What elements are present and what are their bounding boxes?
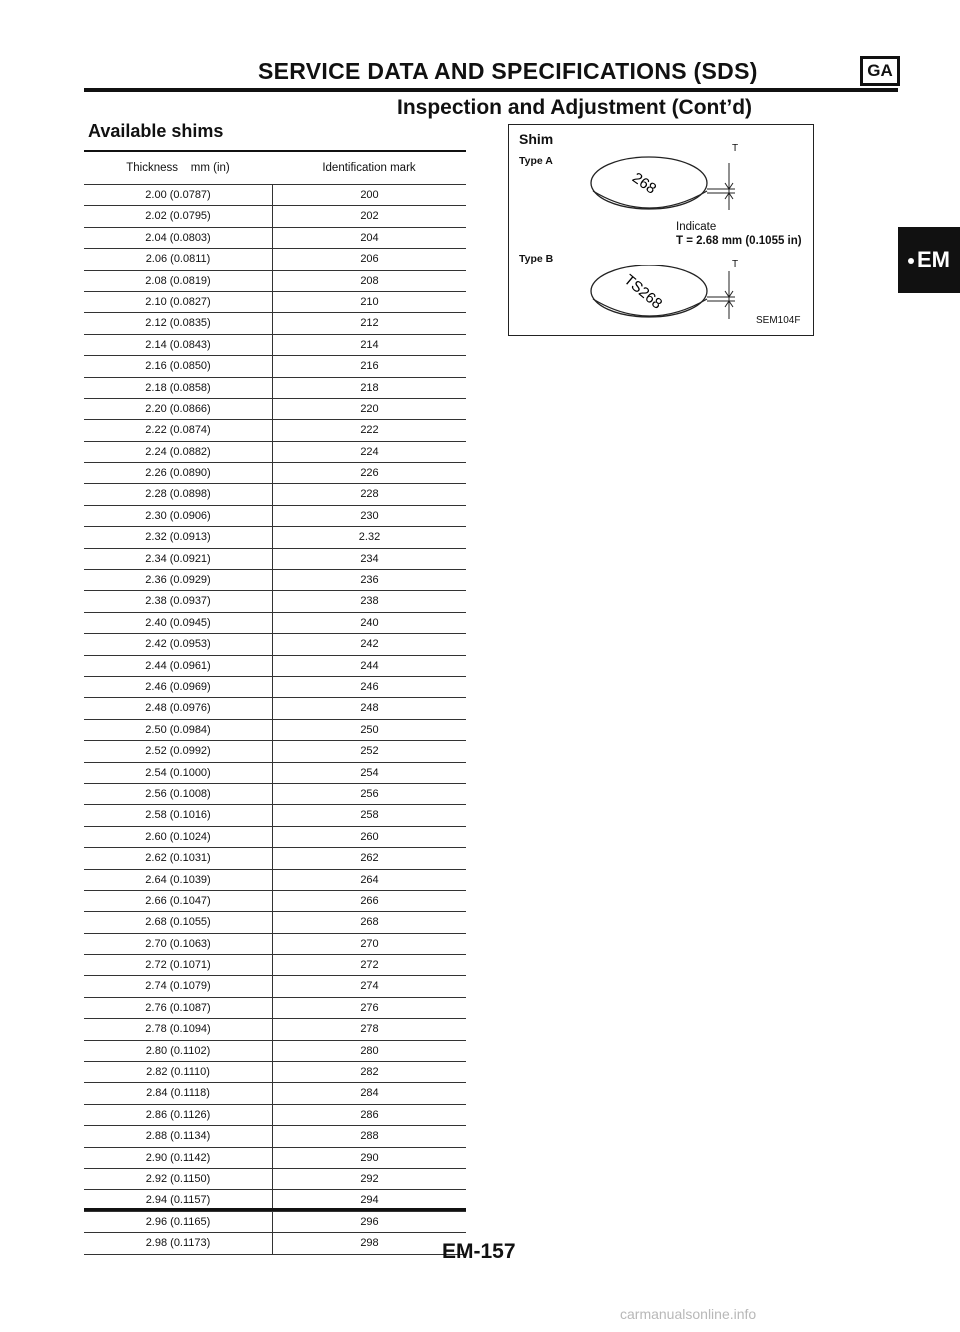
table-row bbox=[84, 399, 466, 420]
section-badge: GA bbox=[860, 56, 900, 86]
header-rule bbox=[84, 88, 898, 92]
page-number: EM-157 bbox=[442, 1240, 516, 1263]
cell-identification-mark: 230 bbox=[360, 509, 379, 522]
cell-thickness: 2.80 (0.1102) bbox=[84, 1041, 273, 1061]
cell-thickness: 2.00 (0.0787) bbox=[84, 185, 273, 205]
figure-code: SEM104F bbox=[756, 315, 801, 326]
cell-thickness: 2.14 (0.0843) bbox=[84, 335, 273, 355]
cell-thickness: 2.56 (0.1008) bbox=[84, 784, 273, 804]
table-row bbox=[84, 463, 466, 484]
cell-thickness: 2.28 (0.0898) bbox=[84, 484, 273, 504]
cell-identification-mark: 224 bbox=[360, 445, 379, 458]
indicate-label: Indicate bbox=[676, 221, 717, 233]
cell-thickness: 2.66 (0.1047) bbox=[84, 891, 273, 911]
cell-identification-mark: 278 bbox=[360, 1023, 379, 1036]
cell-thickness: 2.60 (0.1024) bbox=[84, 827, 273, 847]
table-row bbox=[84, 848, 466, 869]
cell-identification-mark: 212 bbox=[360, 317, 379, 330]
cell-identification-mark: 290 bbox=[360, 1151, 379, 1164]
cell-identification-mark: 222 bbox=[360, 424, 379, 437]
table-row bbox=[84, 1105, 466, 1126]
cell-thickness: 2.16 (0.0850) bbox=[84, 356, 273, 376]
thickness-t-label-b: T bbox=[732, 259, 739, 270]
table-row bbox=[84, 1233, 466, 1254]
cell-thickness: 2.84 (0.1118) bbox=[84, 1083, 273, 1103]
cell-identification-mark: 228 bbox=[360, 488, 379, 501]
cell-identification-mark: 268 bbox=[360, 916, 379, 929]
cell-thickness: 2.18 (0.0858) bbox=[84, 378, 273, 398]
cell-identification-mark: 240 bbox=[360, 616, 379, 629]
table-row bbox=[84, 656, 466, 677]
table-row bbox=[84, 442, 466, 463]
figure-title: Shim bbox=[519, 131, 554, 147]
cell-identification-mark: 296 bbox=[360, 1215, 379, 1228]
side-tab-bullet bbox=[908, 258, 914, 264]
table-row bbox=[84, 570, 466, 591]
column-header-thickness: Thickness mm (in) bbox=[126, 162, 230, 174]
shim-type-b-drawing bbox=[589, 265, 749, 335]
shim-type-a-drawing bbox=[589, 155, 749, 225]
cell-thickness: 2.04 (0.0803) bbox=[84, 228, 273, 248]
table-row bbox=[84, 420, 466, 441]
table-row bbox=[84, 934, 466, 955]
table-row bbox=[84, 1062, 466, 1083]
cell-identification-mark: 286 bbox=[360, 1108, 379, 1121]
cell-thickness: 2.50 (0.0984) bbox=[84, 720, 273, 740]
table-row bbox=[84, 677, 466, 698]
table-row bbox=[84, 784, 466, 805]
cell-identification-mark: 234 bbox=[360, 552, 379, 565]
table-row bbox=[84, 591, 466, 612]
table-row bbox=[84, 549, 466, 570]
cell-thickness: 2.90 (0.1142) bbox=[84, 1148, 273, 1168]
cell-thickness: 2.70 (0.1063) bbox=[84, 934, 273, 954]
cell-identification-mark: 238 bbox=[360, 595, 379, 608]
cell-thickness: 2.40 (0.0945) bbox=[84, 613, 273, 633]
cell-thickness: 2.58 (0.1016) bbox=[84, 805, 273, 825]
cell-identification-mark: 292 bbox=[360, 1172, 379, 1185]
cell-thickness: 2.32 (0.0913) bbox=[84, 527, 273, 547]
cell-identification-mark: 218 bbox=[360, 381, 379, 394]
table-row bbox=[84, 763, 466, 784]
column-header-identification-mark: Identification mark bbox=[322, 162, 416, 174]
table-row bbox=[84, 228, 466, 249]
table-row bbox=[84, 955, 466, 976]
cell-thickness: 2.74 (0.1079) bbox=[84, 976, 273, 996]
table-row bbox=[84, 1212, 466, 1233]
cell-thickness: 2.46 (0.0969) bbox=[84, 677, 273, 697]
shim-figure bbox=[508, 124, 814, 336]
table-row bbox=[84, 1169, 466, 1190]
table-bottom-rule bbox=[84, 1208, 466, 1211]
cell-identification-mark: 258 bbox=[360, 809, 379, 822]
table-row bbox=[84, 976, 466, 997]
cell-identification-mark: 250 bbox=[360, 723, 379, 736]
type-a-label: Type A bbox=[519, 155, 553, 167]
cell-thickness: 2.24 (0.0882) bbox=[84, 442, 273, 462]
cell-identification-mark: 272 bbox=[360, 959, 379, 972]
cell-identification-mark: 260 bbox=[360, 830, 379, 843]
table-row bbox=[84, 805, 466, 826]
table-row bbox=[84, 870, 466, 891]
cell-identification-mark: 202 bbox=[360, 210, 379, 223]
cell-identification-mark: 248 bbox=[360, 702, 379, 715]
cell-thickness: 2.30 (0.0906) bbox=[84, 506, 273, 526]
cell-thickness: 2.72 (0.1071) bbox=[84, 955, 273, 975]
cell-identification-mark: 266 bbox=[360, 894, 379, 907]
cell-identification-mark: 216 bbox=[360, 360, 379, 373]
thickness-formula: T = 2.68 mm (0.1055 in) bbox=[676, 235, 802, 247]
table-row bbox=[84, 827, 466, 848]
cell-identification-mark: 210 bbox=[360, 295, 379, 308]
cell-thickness: 2.64 (0.1039) bbox=[84, 870, 273, 890]
section-title: Available shims bbox=[88, 121, 224, 141]
cell-thickness: 2.44 (0.0961) bbox=[84, 656, 273, 676]
table-row bbox=[84, 613, 466, 634]
cell-thickness: 2.08 (0.0819) bbox=[84, 271, 273, 291]
cell-identification-mark: 274 bbox=[360, 980, 379, 993]
cell-thickness: 2.98 (0.1173) bbox=[84, 1233, 273, 1253]
cell-thickness: 2.20 (0.0866) bbox=[84, 399, 273, 419]
cell-identification-mark: 206 bbox=[360, 253, 379, 266]
table-row bbox=[84, 378, 466, 399]
table-row bbox=[84, 313, 466, 334]
cell-identification-mark: 214 bbox=[360, 338, 379, 351]
cell-identification-mark: 220 bbox=[360, 402, 379, 415]
shim-b-mark: TS268 bbox=[620, 271, 666, 313]
cell-identification-mark: 236 bbox=[360, 574, 379, 587]
table-row bbox=[84, 634, 466, 655]
table-row bbox=[84, 998, 466, 1019]
table-row bbox=[84, 1041, 466, 1062]
watermark: carmanualsonline.info bbox=[620, 1306, 757, 1322]
cell-thickness: 2.06 (0.0811) bbox=[84, 249, 273, 269]
table-row bbox=[84, 1126, 466, 1147]
cell-thickness: 2.52 (0.0992) bbox=[84, 741, 273, 761]
table-row bbox=[84, 698, 466, 719]
cell-thickness: 2.88 (0.1134) bbox=[84, 1126, 273, 1146]
cell-thickness: 2.82 (0.1110) bbox=[84, 1062, 273, 1082]
page-title: SERVICE DATA AND SPECIFICATIONS (SDS) bbox=[258, 58, 758, 84]
cell-identification-mark: 262 bbox=[360, 852, 379, 865]
cell-thickness: 2.68 (0.1055) bbox=[84, 912, 273, 932]
cell-thickness: 2.12 (0.0835) bbox=[84, 313, 273, 333]
cell-identification-mark: 264 bbox=[360, 873, 379, 886]
table-row bbox=[84, 1019, 466, 1040]
table-row bbox=[84, 1148, 466, 1169]
table-row bbox=[84, 206, 466, 227]
table-row bbox=[84, 891, 466, 912]
cell-identification-mark: 204 bbox=[360, 231, 379, 244]
shim-a-mark: 268 bbox=[629, 169, 660, 198]
table-row bbox=[84, 506, 466, 527]
cell-identification-mark: 200 bbox=[360, 189, 379, 201]
cell-thickness: 2.78 (0.1094) bbox=[84, 1019, 273, 1039]
cell-thickness: 2.94 (0.1157) bbox=[84, 1190, 273, 1210]
cell-thickness: 2.34 (0.0921) bbox=[84, 549, 273, 569]
cell-thickness: 2.42 (0.0953) bbox=[84, 634, 273, 654]
cell-thickness: 2.26 (0.0890) bbox=[84, 463, 273, 483]
cell-identification-mark: 252 bbox=[360, 745, 379, 758]
cell-identification-mark: 244 bbox=[360, 659, 379, 672]
cell-thickness: 2.36 (0.0929) bbox=[84, 570, 273, 590]
cell-thickness: 2.10 (0.0827) bbox=[84, 292, 273, 312]
table-row bbox=[84, 912, 466, 933]
cell-identification-mark: 270 bbox=[360, 937, 379, 950]
cell-thickness: 2.76 (0.1087) bbox=[84, 998, 273, 1018]
cell-identification-mark: 288 bbox=[360, 1130, 379, 1143]
side-tab-label: EM bbox=[917, 247, 950, 272]
cell-identification-mark: 298 bbox=[360, 1237, 379, 1250]
cell-thickness: 2.92 (0.1150) bbox=[84, 1169, 273, 1189]
cell-identification-mark: 208 bbox=[360, 274, 379, 287]
cell-identification-mark: 242 bbox=[360, 638, 379, 651]
cell-identification-mark: 282 bbox=[360, 1066, 379, 1079]
table-row bbox=[84, 185, 466, 206]
shims-table bbox=[84, 150, 466, 1255]
cell-thickness: 2.62 (0.1031) bbox=[84, 848, 273, 868]
table-row bbox=[84, 527, 466, 548]
cell-thickness: 2.48 (0.0976) bbox=[84, 698, 273, 718]
table-row bbox=[84, 1083, 466, 1104]
table-row bbox=[84, 356, 466, 377]
cell-identification-mark: 284 bbox=[360, 1087, 379, 1100]
page-subtitle: Inspection and Adjustment (Cont’d) bbox=[397, 96, 753, 119]
table-row bbox=[84, 484, 466, 505]
cell-identification-mark: 2.32 bbox=[358, 531, 381, 544]
cell-identification-mark: 256 bbox=[360, 787, 379, 800]
type-b-label: Type B bbox=[519, 253, 554, 265]
table-header-row bbox=[84, 150, 466, 185]
cell-thickness: 2.86 (0.1126) bbox=[84, 1105, 273, 1125]
table-row bbox=[84, 292, 466, 313]
cell-identification-mark: 254 bbox=[360, 766, 379, 779]
table-row bbox=[84, 720, 466, 741]
cell-thickness: 2.96 (0.1165) bbox=[84, 1212, 273, 1232]
cell-thickness: 2.02 (0.0795) bbox=[84, 206, 273, 226]
table-row bbox=[84, 249, 466, 270]
cell-identification-mark: 246 bbox=[360, 680, 379, 693]
thickness-t-label-a: T bbox=[732, 143, 739, 154]
table-row bbox=[84, 271, 466, 292]
cell-thickness: 2.38 (0.0937) bbox=[84, 591, 273, 611]
cell-identification-mark: 294 bbox=[360, 1194, 379, 1207]
side-tab-em bbox=[898, 227, 960, 293]
table-row bbox=[84, 741, 466, 762]
cell-identification-mark: 276 bbox=[360, 1001, 379, 1014]
cell-thickness: 2.22 (0.0874) bbox=[84, 420, 273, 440]
cell-identification-mark: 280 bbox=[360, 1044, 379, 1057]
cell-identification-mark: 226 bbox=[360, 467, 379, 480]
table-row bbox=[84, 335, 466, 356]
cell-thickness: 2.54 (0.1000) bbox=[84, 763, 273, 783]
table-body bbox=[84, 185, 466, 1255]
